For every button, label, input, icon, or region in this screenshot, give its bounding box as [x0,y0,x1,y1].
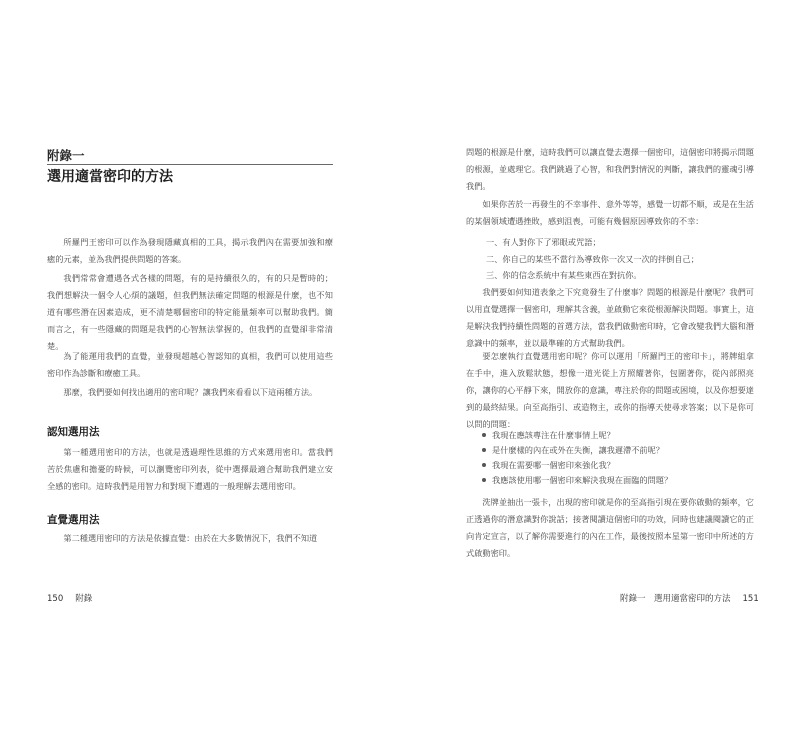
list-item: 一、有人對你下了邪眼或咒語； [486,237,601,247]
body-paragraph: 我們要如何知道表象之下究竟發生了什麼事？問題的根源是什麼呢？我們可以用直覺選擇一個密印，理解其含義，並啟動它來從根源解決問題。事實上，這是解決我們持續性問題的首選方法，當我們啟動密印時，它會改變我們大腦和潛意識中的頻率，並以最準確的方式幫助我們。 [466,287,754,348]
footer-label: 附錄 [75,594,93,604]
numbered-list [486,234,754,284]
page-number: 150 [47,594,64,604]
list-item: 二、你自己的某些不當行為導致你一次又一次的拌倒自己； [486,253,699,264]
body-paragraph: 如果你苦於一再發生的不幸事件、意外等等，感覺一切都不順，或是在生活的某個領域遭遇挫敗，感到沮喪，可能有幾個原因導致你的不幸： [466,199,754,226]
list-item: 是什麼樣的內在或外在失衡，讓我遲滯不前呢？ [480,443,754,458]
page-footer [620,592,759,604]
body-paragraph: 要怎麼執行直覺選用密印呢？你可以運用「所羅門王的密印卡」，將牌組拿在手中，進入放鬆狀態，想像一道光從上方照耀著你，包圍著你，從內部照亮你，讓你的心平靜下來，開放你的意識，專注於你的問題或困境，以及你想要達到的最終結果。向至高指引、或造物主，或你的指導天使尋求答案；以下是你可以問的問題： [466,351,754,429]
bullet-list [480,428,754,488]
bullet-icon [482,433,486,437]
body-paragraph: 所羅門王密印可以作為發現隱藏真相的工具，揭示我們內在需要加強和療癒的元素，並為我們提供問題的答案。 [47,237,333,264]
footer-label: 附錄一 選用適當密印的方法 [620,594,731,604]
chapter-title: 選用適當密印的方法 [47,169,173,185]
section-heading: 認知選用法 [47,426,100,438]
body-paragraph: 那麼，我們要如何找出適用的密印呢？讓我們來看看以下這兩種方法。 [63,387,318,397]
list-item: 我現在需要哪一個密印來強化我？ [480,458,754,473]
list-item: 我應該使用哪一個密印來解決我現在面臨的問題？ [480,473,754,488]
body-paragraph: 第一種選用密印的方法，也就是透過理性思維的方式來選用密印。當我們苦於焦慮和擔憂的時候，可以瀏覽密印列表，從中選擇最適合幫助我們建立安全感的密印。這時我們是用智力和對現下遭遇的一般理解去選用密印。 [47,447,333,491]
chapter-divider [47,164,333,165]
list-item: 三、你的信念系統中有某些東西在對抗你。 [486,270,642,280]
bullet-icon [482,463,486,467]
page-footer [47,592,92,604]
body-paragraph: 問題的根源是什麼，這時我們可以讓直覺去選擇一個密印，這個密印將揭示問題的根源，並處理它。我們跳過了心智，和我們對情況的判斷，讓我們的靈魂引導我們。 [466,147,754,191]
list-item: 我現在應該專注在什麼事情上呢？ [480,428,754,443]
body-paragraph: 我們常常會遭遇各式各樣的問題，有的是持續很久的，有的只是暫時的；我們想解決一個令人心煩的議題，但我們無法確定問題的根源是什麼，也不知道有哪些潛在因素造成，更不清楚哪個密印的特定能量頻率可以幫助我們。簡而言之，有一些隱藏的問題是我們的心智無法掌握的，但我們的直覺卻非常清楚。 [47,273,333,351]
page-number: 151 [742,594,759,604]
bullet-icon [482,448,486,452]
body-paragraph: 為了能運用我們的直覺，並發現超越心智認知的真相，我們可以使用這些密印作為診斷和療癒工具。 [47,351,333,378]
body-paragraph: 洗牌並抽出一張卡，出現的密印就是你的至高指引現在要你啟動的頻率，它正透過你的潛意識對你說話；接著閱讀這個密印的功效，同時也建議閱讀它的正向肯定宣言，以了解你需要進行的內在工作，最後按照本星第一密印中所述的方式啟動密印。 [466,497,754,558]
body-paragraph: 第二種選用密印的方法是依據直覺：由於在大多數情況下，我們不知道 [63,533,318,543]
bullet-icon [482,478,486,482]
section-heading: 直覺選用法 [47,514,100,526]
chapter-label: 附錄一 [47,148,85,163]
